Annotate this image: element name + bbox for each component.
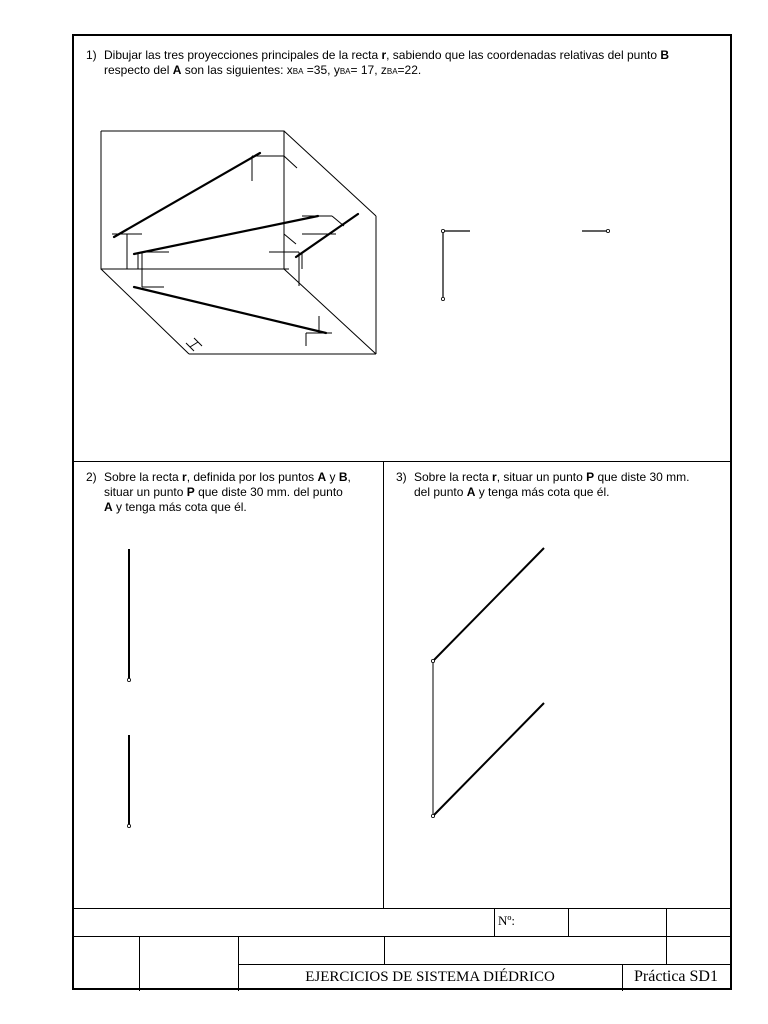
number-label: Nº: [498,913,516,928]
sheet-title: EJERCICIOS DE SISTEMA DIÉDRICO [305,969,555,985]
line-r-profile-projection [134,216,318,254]
line-r-upper-projection [433,548,544,661]
title-block [74,908,730,991]
line-r-lower-projection [433,703,544,816]
line-r-vertical-projection [114,153,260,237]
isometric-projection-drawing [74,36,730,462]
exercise-1-panel [74,36,730,462]
exercise-2-panel [74,462,384,908]
vertical-plane-outline [101,131,284,269]
practice-code: Práctica SD1 [634,968,718,985]
exercise-2-statement: 2) Sobre la recta r, definida por los puntos A y B, situar un punto P que diste 30 mm. del punto A y tenga más cota que él. [86,470,351,514]
exercise-3-panel [384,462,730,908]
exercise-1-statement: 1) Dibujar las tres proyecciones principales de la recta r, sabiendo que las coordenadas relativas del punto B respecto del A son las siguientes: xBA =35, yBA= 17, zBA=22. [86,48,670,77]
exercise-3-statement: 3) Sobre la recta r, situar un punto P que diste 30 mm. del punto A y tenga más cota que él. [396,470,690,499]
line-r-horizontal-projection [134,287,326,333]
exercise-sheet [72,34,732,990]
line-r-side-projection [296,214,358,257]
exercise-1-number: 1) [86,48,97,62]
exercise-3-drawing [384,462,730,908]
exercise-2-drawing [74,462,384,908]
horizontal-plane-label [186,338,202,351]
